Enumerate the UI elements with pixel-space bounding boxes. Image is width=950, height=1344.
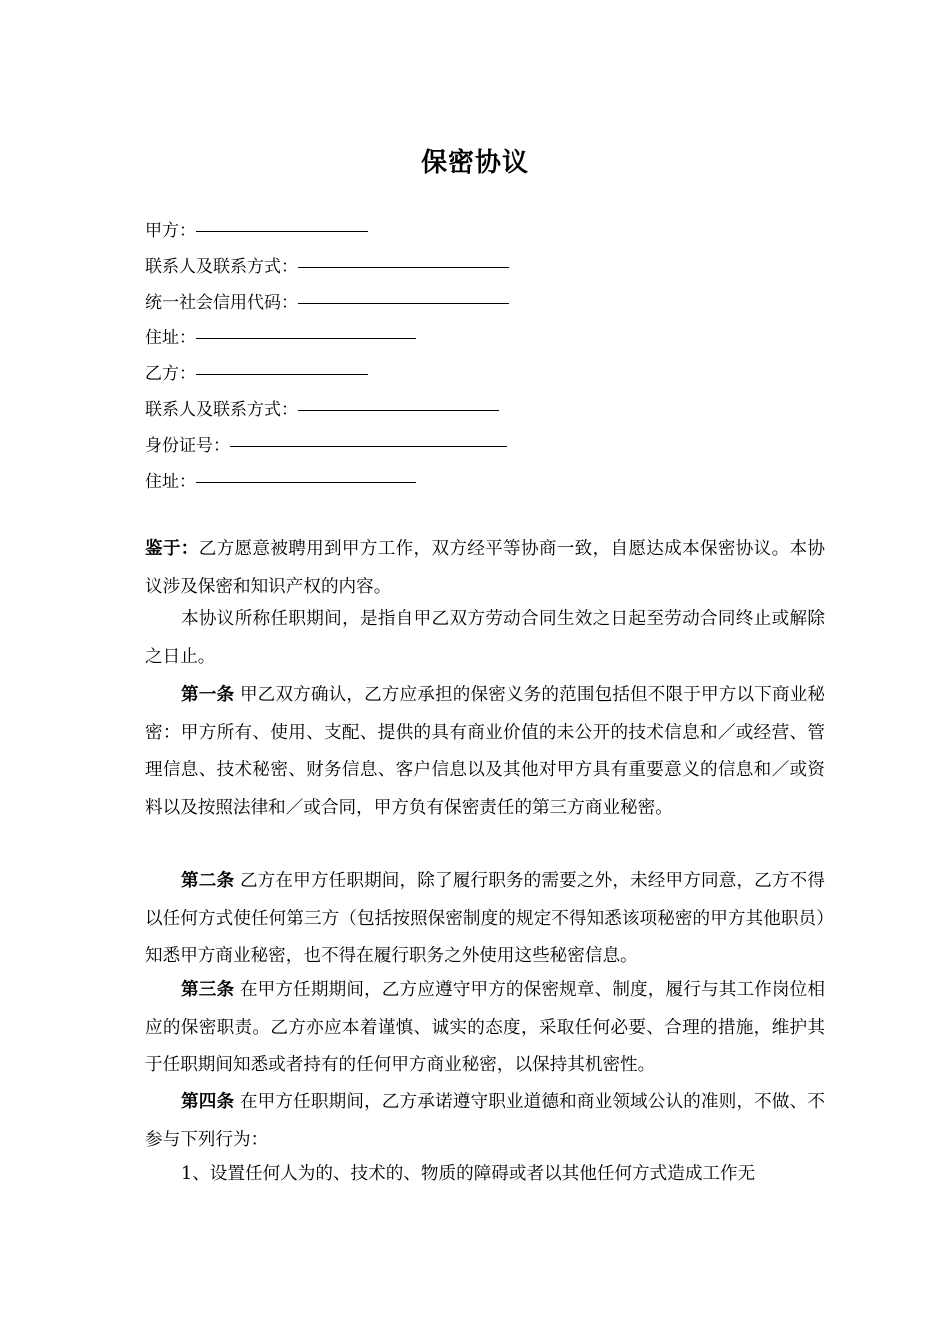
credit-code-field xyxy=(145,283,509,313)
whereas-text: 乙方愿意被聘用到甲方工作，双方经平等协商一致，自愿达成本保密协议。本协议涉及保密和知识产权的内容。 xyxy=(145,539,825,597)
article-heading: 第一条 xyxy=(181,684,235,705)
blank-line[interactable] xyxy=(298,283,509,304)
field-label: 身份证号： xyxy=(145,436,230,456)
blank-line[interactable] xyxy=(196,211,368,232)
term-definition-paragraph: 本协议所称任职期间，是指自甲乙双方劳动合同生效之日起至劳动合同终止或解除之日止。 xyxy=(145,609,825,667)
field-label: 统一社会信用代码： xyxy=(145,293,298,313)
article-text: 乙方在甲方任职期间，除了履行职务的需要之外，未经甲方同意，乙方不得以任何方式使任何第三方（包括按照保密制度的规定不得知悉该项秘密的甲方其他职员）知悉甲方商业秘密，也不得在履行职务之外使用这些秘密信息。 xyxy=(145,871,825,966)
field-label: 联系人及联系方式： xyxy=(145,257,298,277)
field-label: 联系人及联系方式： xyxy=(145,400,298,420)
blank-line[interactable] xyxy=(298,390,499,411)
article-text: 在甲方任期期间，乙方应遵守甲方的保密规章、制度，履行与其工作岗位相应的保密职责。乙方亦应本着谨慎、诚实的态度，采取任何必要、合理的措施，维护其于任职期间知悉或者持有的任何甲方商业秘密，以保持其机密性。 xyxy=(145,980,825,1075)
article-heading: 第二条 xyxy=(181,870,235,891)
list-item-1: 1、设置任何人为的、技术的、物质的障碍或者以其他任何方式造成工作无 xyxy=(181,1164,756,1184)
party-b-address-field xyxy=(145,462,416,492)
party-b-field xyxy=(145,354,368,384)
field-label: 住址： xyxy=(145,328,196,348)
field-label: 甲方： xyxy=(145,221,196,241)
whereas-heading: 鉴于： xyxy=(145,538,199,559)
document-title: 保密协议 xyxy=(420,148,529,178)
field-label: 住址： xyxy=(145,472,196,492)
party-a-address-field xyxy=(145,318,416,348)
blank-line[interactable] xyxy=(230,426,507,447)
blank-line[interactable] xyxy=(196,354,368,375)
id-number-field xyxy=(145,426,507,456)
article-3-paragraph xyxy=(145,971,825,1085)
article-heading: 第四条 xyxy=(181,1091,235,1112)
article-2-paragraph xyxy=(145,862,825,976)
whereas-paragraph xyxy=(145,530,825,606)
blank-line[interactable] xyxy=(298,247,509,268)
article-4-paragraph xyxy=(145,1083,825,1159)
article-heading: 第三条 xyxy=(181,979,235,1000)
article-text: 在甲方任职期间，乙方承诺遵守职业道德和商业领域公认的准则，不做、不参与下列行为： xyxy=(145,1092,825,1150)
article-1-paragraph xyxy=(145,676,825,827)
party-a-field xyxy=(145,211,368,241)
blank-line[interactable] xyxy=(196,318,416,339)
party-b-contact-field xyxy=(145,390,499,420)
article-text: 甲乙双方确认，乙方应承担的保密义务的范围包括但不限于甲方以下商业秘密：甲方所有、使用、支配、提供的具有商业价值的未公开的技术信息和／或经营、管理信息、技术秘密、财务信息、客户信息以及其他对甲方具有重要意义的信息和／或资料以及按照法律和／或合同，甲方负有保密责任的第三方商业秘密。 xyxy=(145,685,825,818)
blank-line[interactable] xyxy=(196,462,416,483)
party-a-contact-field xyxy=(145,247,509,277)
field-label: 乙方： xyxy=(145,364,196,384)
